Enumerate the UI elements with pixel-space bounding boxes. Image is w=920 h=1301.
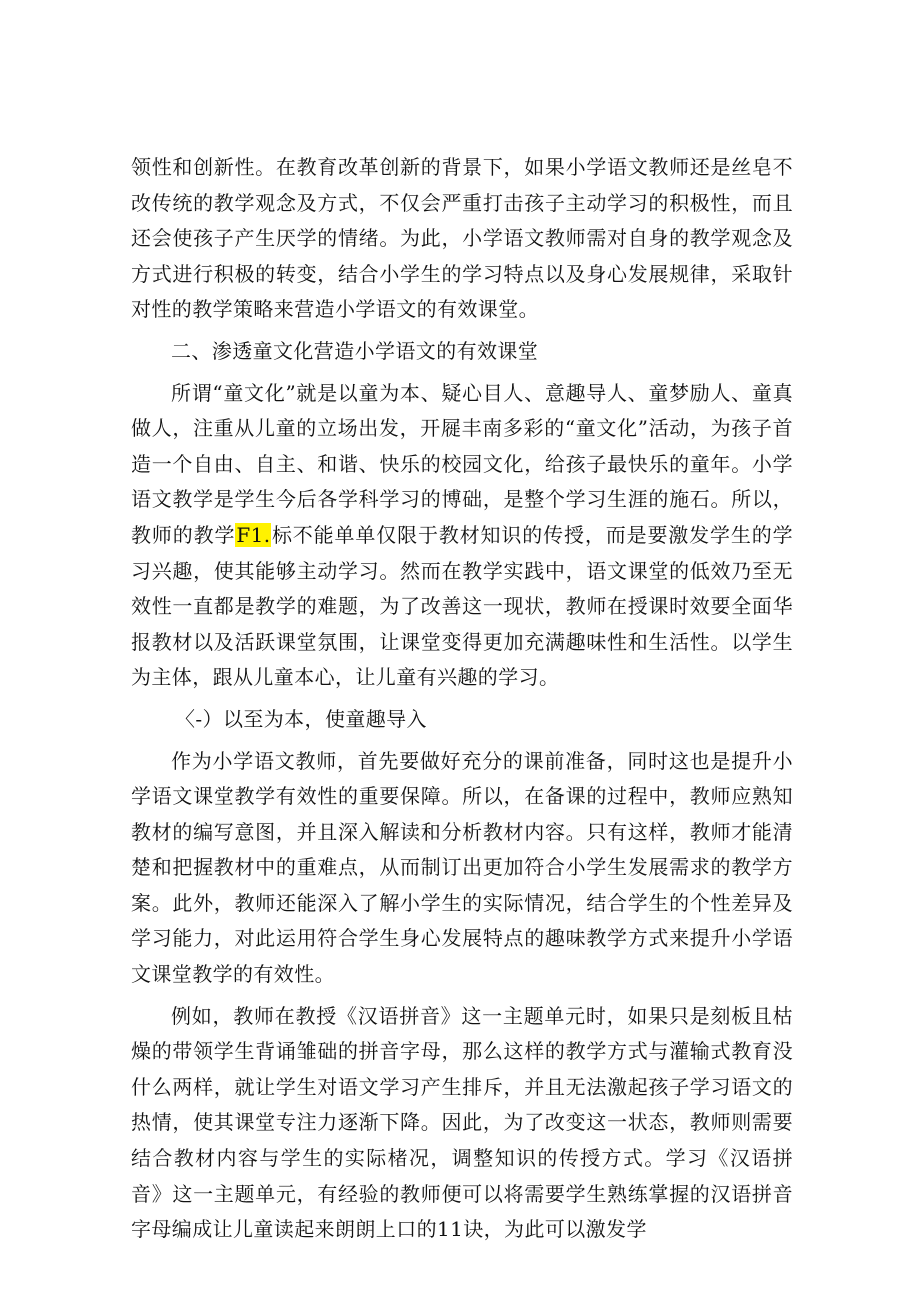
paragraph-intro-continued: 领性和创新性。在教育改革创新的背景下，如果小学语文教师还是丝皂不改传统的教学观念及方式，不仅会严重打击孩子主动学习的积极性，而且还会使孩子产生厌学的情绪。为此，小学语文教师需对自身的教学观念及方式进行积极的转变，结合小学生的学习特点以及身心发展规律，采取针对性的教学策略来营造小学语文的有效课堂。 (131, 155, 793, 322)
subsection-heading: 〈-）以至为本，使童趣导入 (175, 706, 427, 731)
document-page (131, 150, 793, 1248)
paragraph-preparation: 作为小学语文教师，首先要做好充分的课前准备，同时这也是提升小学语文课堂教学有效性的重要保障。所以，在备课的过程中，教师应熟知教材的编写意图，并且深入解读和分析教材内容。只有这样，教师才能清楚和把握教材中的重难点，从而制订出更加符合小学生发展需求的教学方案。此外，教师还能深入了解小学生的实际情况，结合学生的个性差异及学习能力，对此运用符合学生身心发展特点的趣味教学方式来提升小学语文课堂教学的有效性。 (131, 748, 793, 987)
paragraph-text-part-a: 所谓“童文化”就是以童为本、疑心目人、意趣导人、童梦励人、童真做人，注重从儿童的立场出发，开屣丰南多彩的“童文化”活动，为孩子首造一个自由、自主、和谐、快乐的校园文化，给孩子最快乐的童年。小学语文教学是学生今后各学科学习的博础，是整个学习生涯的施石。所以，教师的教学 (131, 380, 793, 547)
paragraph-tong-culture (131, 376, 793, 696)
section-heading: 二、渗透童文化营造小学语文的有效课堂 (171, 338, 539, 363)
paragraph-text-part-b: 标不能单单仅限于教材知识的传授，而是要激发学生的学习兴趣，使其能够主动学习。然而在教学实践中，语文课堂的低效乃至无效性一直都是教学的难题，为了改善这一现状，教师在授课时效要全面华报教材以及活跃课堂氛围，让课堂变得更加充满趣味性和生活性。以学生为主体，跟从儿童本心，让儿童有兴趣的学习。 (131, 522, 794, 690)
highlighted-text: F1. (236, 522, 271, 547)
paragraph-example: 例如，教师在教授《汉语拼音》这一主题单元时，如果只是刻板且枯燥的带领学生背诵雏础的拼音字母，那么这样的教学方式与灌输式教育没什么两样，就让学生对语文学习产生排斥，并且无法激起孩子学习语文的热情，使其课堂专注力逐渐下降。因此，为了改变这一状态，教师则需要结合教材内容与学生的实际楮况，调整知识的传授方式。学习《汉语拼音》这一主题单元，有经验的教师便可以将需要学生熟练掌握的汉语拼音字母编成让儿童读起来朗朗上口的11诀，为此可以激发学 (131, 1003, 793, 1242)
